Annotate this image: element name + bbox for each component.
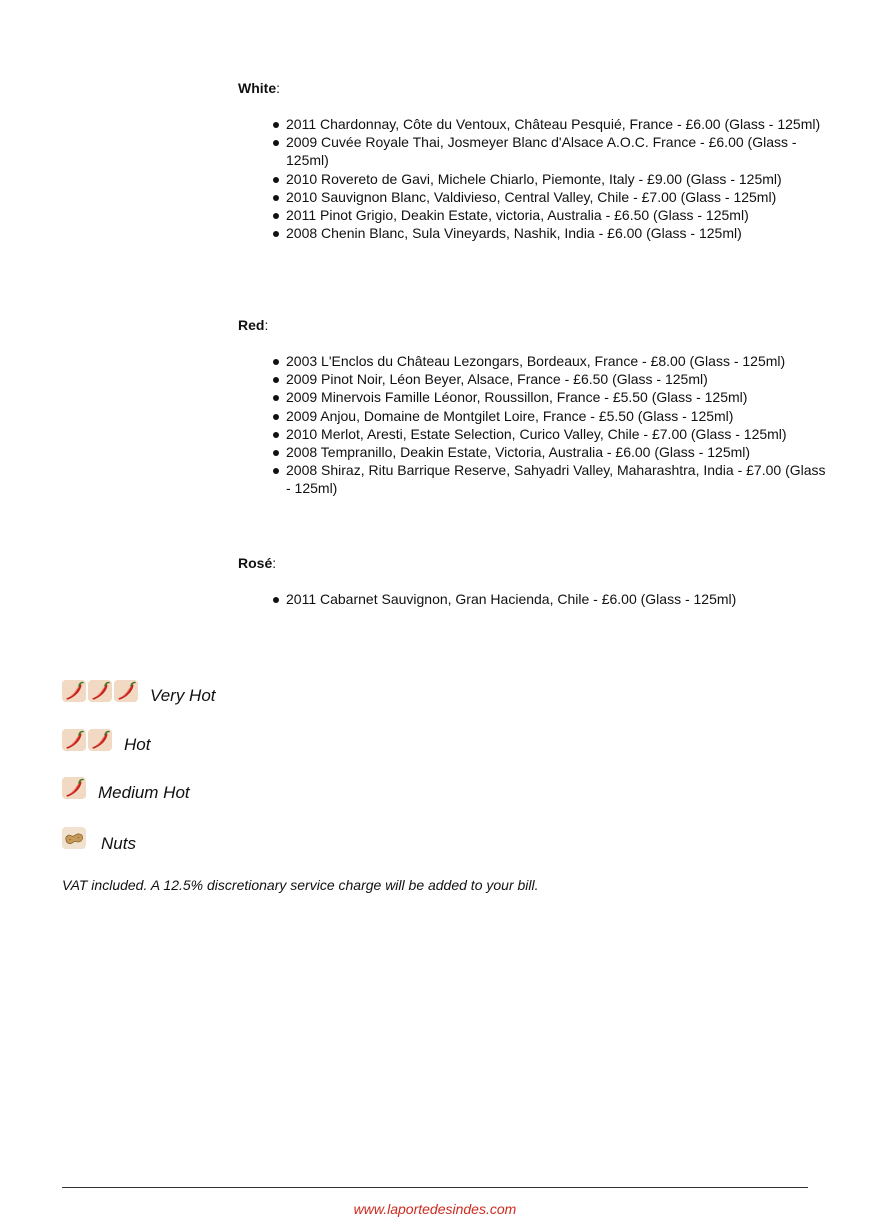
peanut-icon [62,827,86,849]
wine-item: 2008 Shiraz, Ritu Barrique Reserve, Sahyadri Valley, Maharashtra, India - £7.00 (Glass - 125ml) [286,461,826,497]
wine-item: 2008 Tempranillo, Deakin Estate, Victoria, Australia - £6.00 (Glass - 125ml) [286,443,826,461]
chili-icon [88,680,112,702]
wine-item: 2010 Merlot, Aresti, Estate Selection, Curico Valley, Chile - £7.00 (Glass - 125ml) [286,425,826,443]
wine-item: 2011 Cabarnet Sauvignon, Gran Hacienda, Chile - £6.00 (Glass - 125ml) [286,590,826,608]
section-title-rose: Rosé: [238,555,277,571]
section-white [238,79,838,97]
chili-icon [114,680,138,702]
section-title-red: Red: [238,317,269,333]
legend-label: Hot [124,735,151,754]
website-link[interactable]: www.laportedesindes.com [353,1201,517,1217]
wine-item: 2011 Pinot Grigio, Deakin Estate, victoria, Australia - £6.50 (Glass - 125ml) [286,206,826,224]
wine-item: 2010 Rovereto de Gavi, Michele Chiarlo, Piemonte, Italy - £9.00 (Glass - 125ml) [286,170,826,188]
wine-list-white [286,115,826,242]
wine-item: 2008 Chenin Blanc, Sula Vineyards, Nashik, India - £6.00 (Glass - 125ml) [286,224,826,242]
chili-icon [62,680,86,702]
wine-item: 2009 Minervois Famille Léonor, Roussillon, France - £5.50 (Glass - 125ml) [286,388,826,406]
section-rose [238,554,838,572]
chili-icon [62,777,86,799]
chili-icon [88,729,112,751]
wine-item: 2009 Cuvée Royale Thai, Josmeyer Blanc d'Alsace A.O.C. France - £6.00 (Glass - 125ml) [286,133,826,169]
legend-label: Medium Hot [98,783,190,802]
footer-divider [62,1187,808,1188]
wine-item: 2011 Chardonnay, Côte du Ventoux, Château Pesquié, France - £6.00 (Glass - 125ml) [286,115,826,133]
vat-footnote: VAT included. A 12.5% discretionary service charge will be added to your bill. [62,877,539,893]
wine-list-rose [286,590,826,608]
legend-label: Nuts [101,834,136,853]
wine-item: 2010 Sauvignon Blanc, Valdivieso, Central Valley, Chile - £7.00 (Glass - 125ml) [286,188,826,206]
wine-list-red [286,352,826,498]
wine-item: 2003 L'Enclos du Château Lezongars, Bordeaux, France - £8.00 (Glass - 125ml) [286,352,826,370]
wine-item: 2009 Anjou, Domaine de Montgilet Loire, France - £5.50 (Glass - 125ml) [286,407,826,425]
section-red [238,316,838,334]
chili-icon [62,729,86,751]
legend-label: Very Hot [150,686,216,705]
wine-item: 2009 Pinot Noir, Léon Beyer, Alsace, France - £6.50 (Glass - 125ml) [286,370,826,388]
section-title-white: White: [238,80,280,96]
